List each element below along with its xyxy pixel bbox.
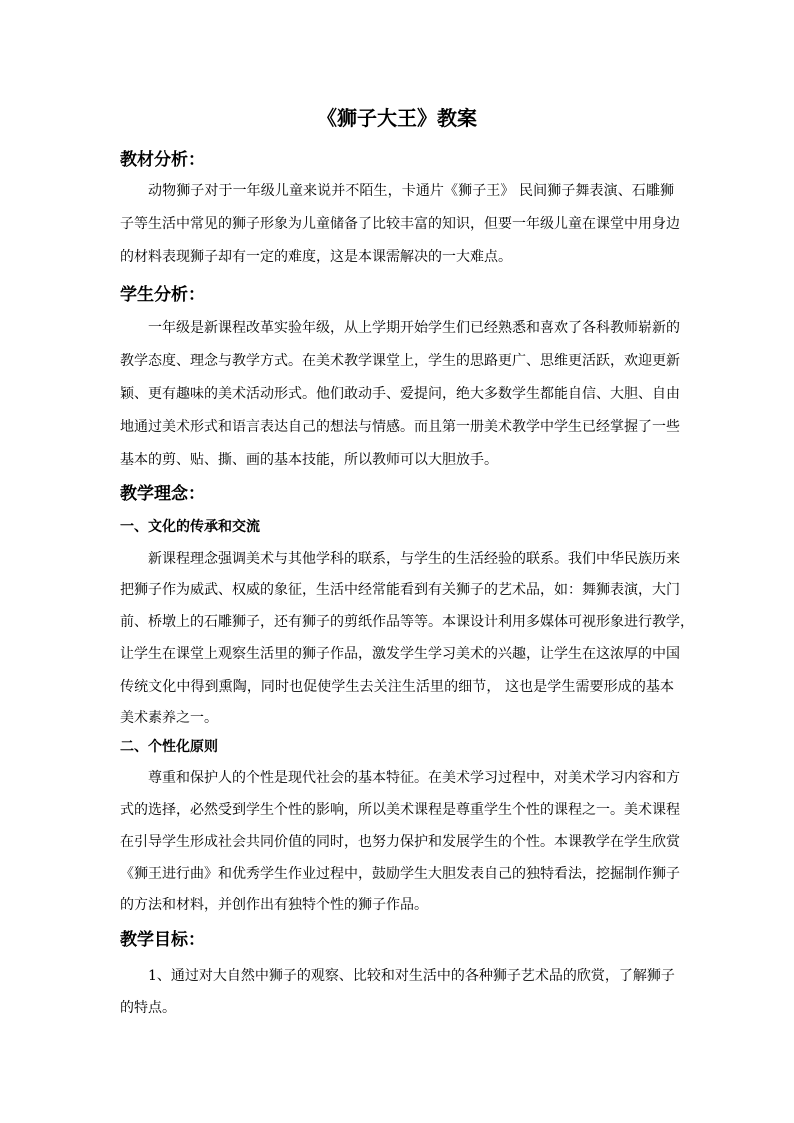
document-title: 《狮子大王》教案 (317, 106, 477, 130)
subheading-culture: 一、文化的传承和交流 (120, 519, 260, 535)
paragraph-line: 的材料表现狮子却有一定的难度，这是本课需解决的一大难点。 (120, 249, 512, 265)
paragraph-line: 一年级是新课程改革实验年级，从上学期开始学生们已经熟悉和喜欢了各科教师崭新的 (148, 320, 680, 336)
paragraph-line: 前、桥墩上的石雕狮子，还有狮子的剪纸作品等等。本课设计利用多媒体可视形象进行教学， (120, 614, 694, 630)
paragraph-line: 基本的剪、贴、撕、画的基本技能，所以教师可以大胆放手。 (120, 452, 498, 468)
heading-materials-analysis: 教材分析： (120, 150, 205, 170)
subheading-individuality: 二、个性化原则 (120, 739, 218, 755)
paragraph-line: 的方法和材料，并创作出有独特个性的狮子作品。 (120, 897, 428, 913)
paragraph-line: 尊重和保护人的个性是现代社会的基本特征。在美术学习过程中，对美术学习内容和方 (148, 770, 680, 786)
paragraph-line: 新课程理念强调美术与其他学科的联系，与学生的生活经验的联系。我们中华民族历来 (148, 551, 680, 567)
paragraph-line: 的特点。 (120, 1000, 176, 1016)
paragraph-line: 把狮子作为威武、权威的象征，生活中经常能看到有关狮子的艺术品，如：舞狮表演，大门 (120, 582, 680, 598)
paragraph-line: 《狮王进行曲》和优秀学生作业过程中，鼓励学生大胆发表自己的独特看法，挖掘制作狮子 (120, 866, 680, 882)
heading-teaching-goals: 教学目标： (120, 930, 205, 950)
paragraph-line: 美术素养之一。 (120, 710, 218, 726)
heading-student-analysis: 学生分析： (120, 285, 205, 305)
paragraph-line: 颖、更有趣味的美术活动形式。他们敢动手、爱提问，绝大多数学生都能自信、大胆、自由 (120, 386, 680, 402)
paragraph-line: 子等生活中常见的狮子形象为儿童储备了比较丰富的知识，但要一年级儿童在课堂中用身边 (120, 216, 680, 232)
paragraph-line: 让学生在课堂上观察生活里的狮子作品，激发学生学习美术的兴趣，让学生在这浓厚的中国 (120, 646, 680, 662)
paragraph-line: 在引导学生形成社会共同价值的同时，也努力保护和发展学生的个性。本课教学在学生欣赏 (120, 834, 680, 850)
paragraph-line: 动物狮子对于一年级儿童来说并不陌生，卡通片《狮子王》 民间狮子舞表演、石雕狮 (148, 183, 674, 199)
paragraph-line: 1、通过对大自然中狮子的观察、比较和对生活中的各种狮子艺术品的欣赏，了解狮子 (148, 968, 675, 984)
paragraph-line: 式的选择，必然受到学生个性的影响，所以美术课程是尊重学生个性的课程之一。美术课程 (120, 802, 680, 818)
heading-teaching-philosophy: 教学理念： (120, 484, 205, 504)
paragraph-line: 传统文化中得到熏陶，同时也促使学生去关注生活里的细节， 这也是学生需要形成的基本 (120, 679, 674, 695)
paragraph-line: 地通过美术形式和语言表达自己的想法与情感。而且第一册美术教学中学生已经掌握了一些 (120, 419, 680, 435)
paragraph-line: 教学态度、理念与教学方式。在美术教学课堂上，学生的思路更广、思维更活跃，欢迎更新 (120, 353, 680, 369)
